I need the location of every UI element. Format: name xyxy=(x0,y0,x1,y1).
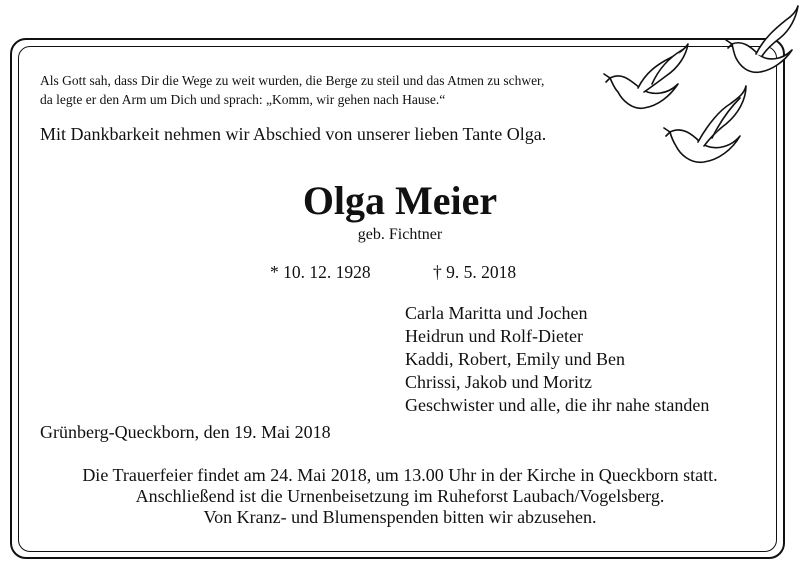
mourner-line: Carla Maritta und Jochen xyxy=(405,303,588,323)
death-date: † 9. 5. 2018 xyxy=(433,262,517,282)
deceased-name: Olga Meier xyxy=(302,178,498,223)
place-and-date: Grünberg-Queckborn, den 19. Mai 2018 xyxy=(40,422,331,442)
dove-icon xyxy=(664,86,746,162)
gratitude-line: Mit Dankbarkeit nehmen wir Abschied von unserer lieben Tante Olga. xyxy=(40,124,547,144)
dove-icon xyxy=(604,44,688,108)
mourner-line: Chrissi, Jakob und Moritz xyxy=(405,372,592,392)
quote-line: Als Gott sah, dass Dir die Wege zu weit wurden, die Berge zu steil und das Atmen zu schwer, xyxy=(40,73,545,88)
farewell-quote xyxy=(40,71,544,109)
mourner-line: Kaddi, Robert, Emily und Ben xyxy=(405,349,625,369)
mourners-list xyxy=(405,302,709,417)
funeral-info-line: Von Kranz- und Blumenspenden bitten wir abzusehen. xyxy=(203,507,597,527)
mourner-line: Heidrun und Rolf-Dieter xyxy=(405,326,583,346)
funeral-info xyxy=(0,465,800,528)
mourner-line: Geschwister und alle, die ihr nahe standen xyxy=(405,395,710,415)
birth-date: * 10. 12. 1928 xyxy=(270,262,371,282)
dove-icon xyxy=(726,6,798,72)
quote-line: da legte er den Arm um Dich und sprach: „Komm, wir gehen nach Hause.“ xyxy=(40,92,446,107)
maiden-name: geb. Fichtner xyxy=(357,226,443,243)
flying-doves-icon xyxy=(600,0,800,175)
funeral-info-line: Anschließend ist die Urnenbeisetzung im Ruheforst Laubach/Vogelsberg. xyxy=(135,486,665,506)
funeral-info-line: Die Trauerfeier findet am 24. Mai 2018, um 13.00 Uhr in der Kirche in Queckborn statt. xyxy=(82,465,718,485)
